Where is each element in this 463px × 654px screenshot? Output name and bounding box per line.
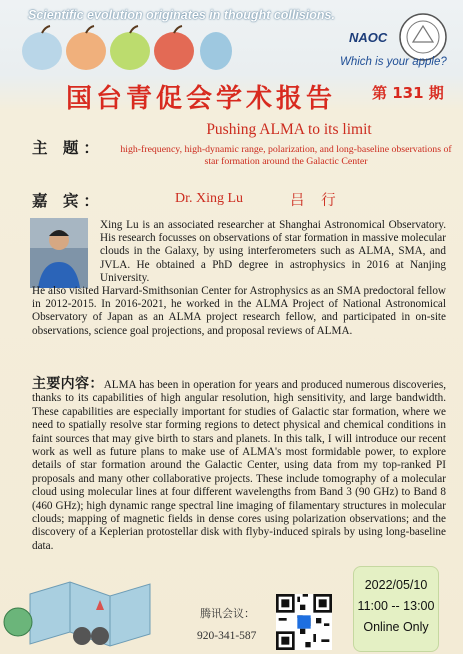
meeting-id: 920-341-587 xyxy=(197,630,257,642)
abstract-text: ALMA has been in operation for years and produced numerous discoveries, thanks to its capabilities of high angular resolution, high sensitivity, and large bandwidth. These capabilities are especially important for studies of Galactic star formation, where we need to spatially resolve star forming regions to detect physical and chemical conditions in faint sources that may give birth to stars and planets. In this talk, I will introduce our recent work as well as future plans to make use of ALMA's most formidable power, to explore details of star formation around the Galactic Center, using data from my top-ranked PI proposals and many other collaborative projects. These include tomography of a molecular cloud using molecular lines at four different wavelengths from Band 3 (90 GHz) to Band 8 (460 GHz); high dynamic range spectral line imaging of filamentary structures in molecular clouds; mapping of magnetic fields in dense cores using polarization observations; and the discovery of a Keplerian protostellar disk with flyby-induced spirals by using long-baseline data. xyxy=(32,379,446,552)
society-seal-icon xyxy=(398,12,448,62)
talk-title: Pushing ALMA to its limit xyxy=(206,121,372,138)
speaker-bio-continued: He also visited Harvard-Smithsonian Center for Astrophysics as an SMA predoctoral fellow in 2012-2015. In 2016-2021, he worked in the ALMA Project of National Astronomical Observatory of Japan as an ALMA project research fellow, and participated in on-site observations, science goal projections, and proposal reviews of ALMA. xyxy=(32,285,446,337)
speaker-name-cn: 吕 行 xyxy=(290,193,342,209)
schedule-box xyxy=(353,566,439,652)
abstract-label: 主要内容： xyxy=(32,376,104,392)
map-illustration xyxy=(0,574,180,654)
speaker-photo xyxy=(30,218,88,288)
speaker-label: 嘉 宾： xyxy=(32,192,104,210)
talk-date: 2022/05/10 xyxy=(364,578,428,592)
apples-illustration xyxy=(22,24,232,76)
tencent-meeting-label: 腾讯会议： xyxy=(200,607,255,620)
naoc-logo: NAOC xyxy=(349,30,388,45)
speaker-bio: Xing Lu is an associated researcher at Shanghai Astronomical Observatory. His research focusses on observations of star formation in massive molecular clouds in the Galaxy, by using interferometers such as ALMA, SMA, and JVLA. He obtained a PhD degree in astrophysics in 2016 at Nanjing University. xyxy=(100,219,446,284)
poster-title: 国台青促会学术报告 xyxy=(66,84,337,114)
talk-mode: Online Only xyxy=(363,620,429,634)
question-text: Which is your apple? xyxy=(340,56,447,68)
tagline: Scientific evolution originates in thought collisions. xyxy=(28,8,335,22)
qr-code[interactable] xyxy=(276,594,332,650)
abstract xyxy=(32,378,446,553)
talk-subtitle: high-frequency, high-dynamic range, polarization, and long-baseline observations of star formation around the Galactic Center xyxy=(120,144,452,167)
issue-number: 第 131 期 xyxy=(372,84,444,102)
speaker-name-en: Dr. Xing Lu xyxy=(175,191,244,206)
topic-label: 主 题： xyxy=(32,139,104,157)
talk-time: 11:00 -- 13:00 xyxy=(357,599,435,613)
